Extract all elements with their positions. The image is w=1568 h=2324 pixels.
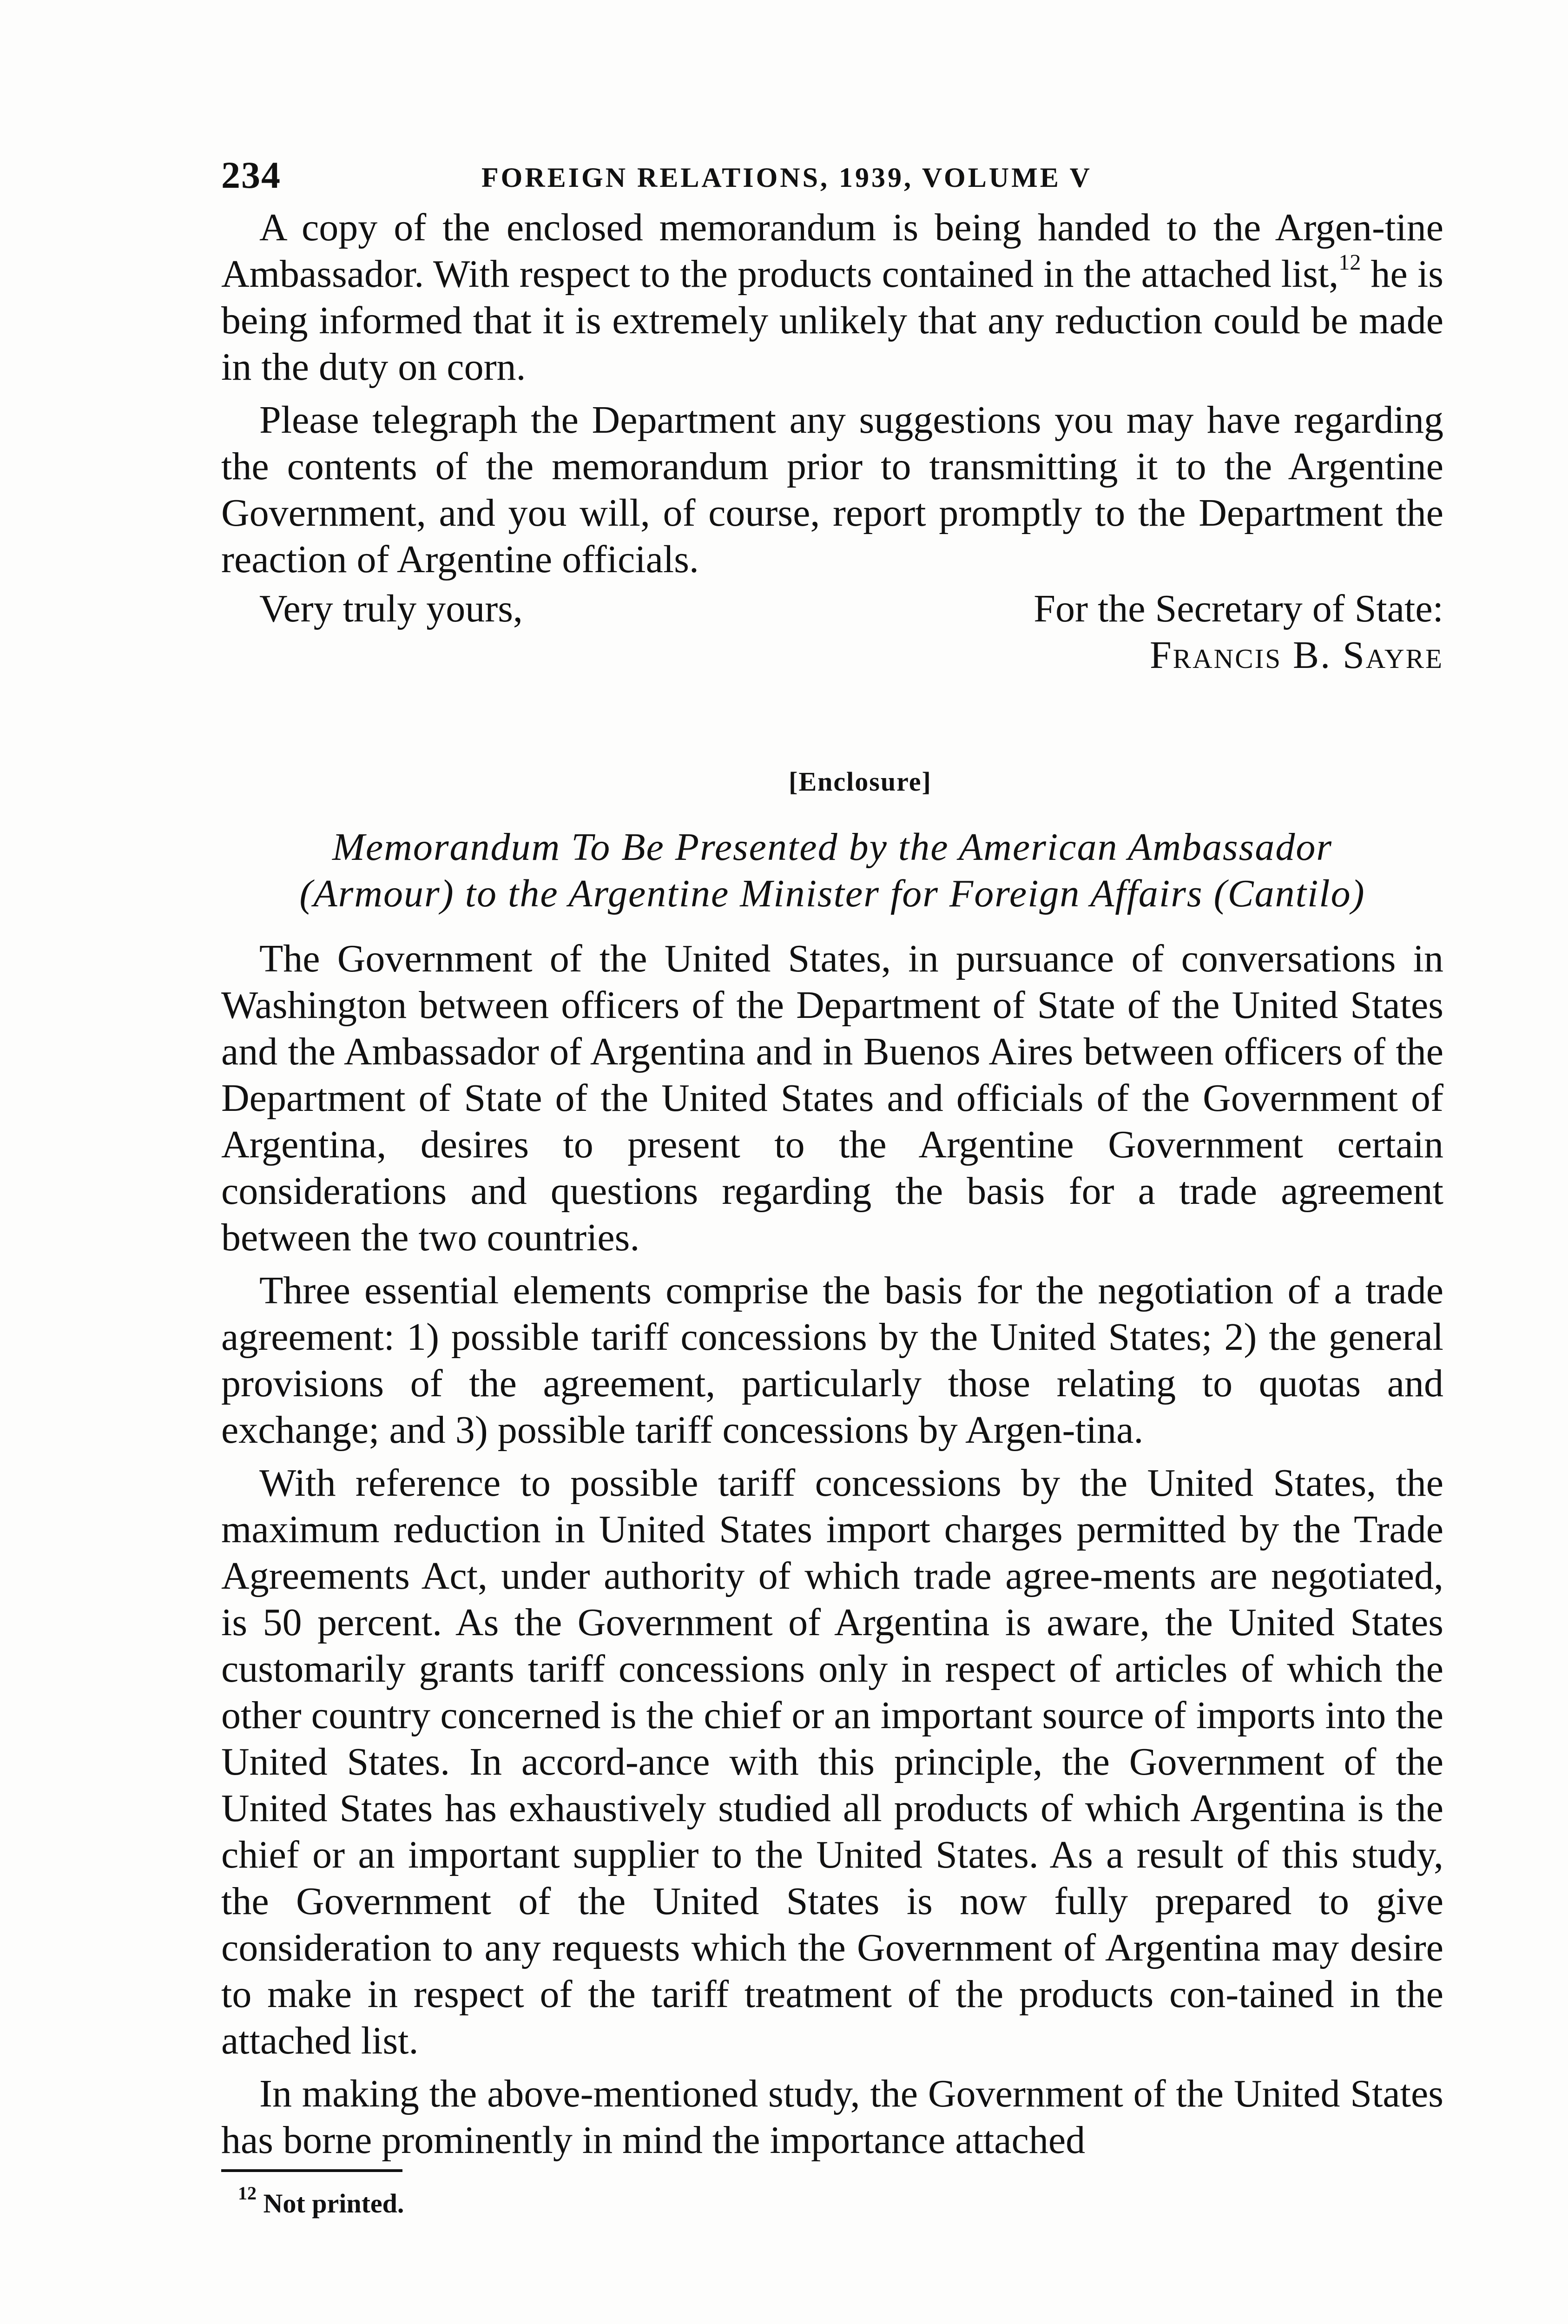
letter-paragraph-1-start: A copy of the enclosed memorandum is being handed to the Argen-tine Ambassador. With respect to the products contained in the attached list,: [221, 206, 1443, 296]
enclosure-label: [Enclosure]: [789, 766, 932, 797]
memo-paragraph-2: Three essential elements comprise the basis for the negotiation of a trade agreement: 1) possible tariff concessions by the United States; 2) the general provisions of the agreement, particularly those relating to quotas and exchange; and 3) possible tariff concessions by Argen-tina.: [221, 1269, 1443, 1452]
memorandum-title: [221, 824, 1443, 917]
footnote-divider: [221, 2169, 402, 2172]
for-secretary-line: For the Secretary of State:: [1034, 587, 1443, 630]
running-title: FOREIGN RELATIONS, 1939, VOLUME V: [481, 162, 1092, 193]
footnote: [221, 2182, 1443, 2219]
memorandum-title-line-2: (Armour) to the Argentine Minister for Foreign Affairs (Cantilo): [299, 872, 1365, 915]
memo-paragraph-1: The Government of the United States, in pursuance of conversations in Washington between officers of the Department of State of the United States and the Ambassador of Argentina and in Buenos Aires between officers of the Department of State of the United States and officials of the Government of Argentina, desires to present to the Argentine Government certain considerations and questions regarding the basis for a trade agreement between the two countries.: [221, 937, 1443, 1259]
footnote-text: Not printed.: [257, 2188, 404, 2218]
page-header: [221, 153, 1443, 205]
footnote-reference: 12: [1338, 250, 1361, 275]
signer-name: [221, 632, 1443, 680]
memo-paragraph-4: In making the above-mentioned study, the Government of the United States has borne prominently in mind the importance attached: [221, 2072, 1443, 2162]
footnote-marker: 12: [238, 2182, 257, 2204]
closing-salutation: Very truly yours,: [259, 587, 523, 630]
letter-paragraph-2: Please telegraph the Department any suggestions you may have regarding the contents of the memorandum prior to transmitting it to the Argentine Government, and you will, of course, report promptly to the Department the reaction of Argentine officials.: [221, 398, 1443, 581]
signer-name-text: Francis B. Sayre: [1149, 634, 1443, 677]
memorandum-title-line-1: Memorandum To Be Presented by the American Ambassador: [332, 825, 1333, 869]
page-number: 234: [221, 154, 281, 196]
letter-paragraph-1-end: he is being informed that it is extremely unlikely that any reduction could be made in the duty on corn.: [221, 252, 1443, 389]
letter-paragraph-1: [221, 205, 1443, 390]
letter-closing: [221, 586, 1443, 632]
page-content: [221, 153, 1443, 2219]
memo-paragraph-3: With reference to possible tariff concessions by the United States, the maximum reduction in United States import charges permitted by the Trade Agreements Act, under authority of which trade agree-ments are negotiated, is 50 percent. As the Government of Argentina is aware, the United States customarily grants tariff concessions only in respect of articles of which the other country concerned is the chief or an important source of imports into the United States. In accord-ance with this principle, the Government of the United States has exhaustively studied all products of which Argentina is the chief or an important supplier to the United States. As a result of this study, the Government of the United States is now fully prepared to give consideration to any requests which the Government of Argentina may desire to make in respect of the tariff treatment of the products con-tained in the attached list.: [221, 1461, 1443, 2062]
